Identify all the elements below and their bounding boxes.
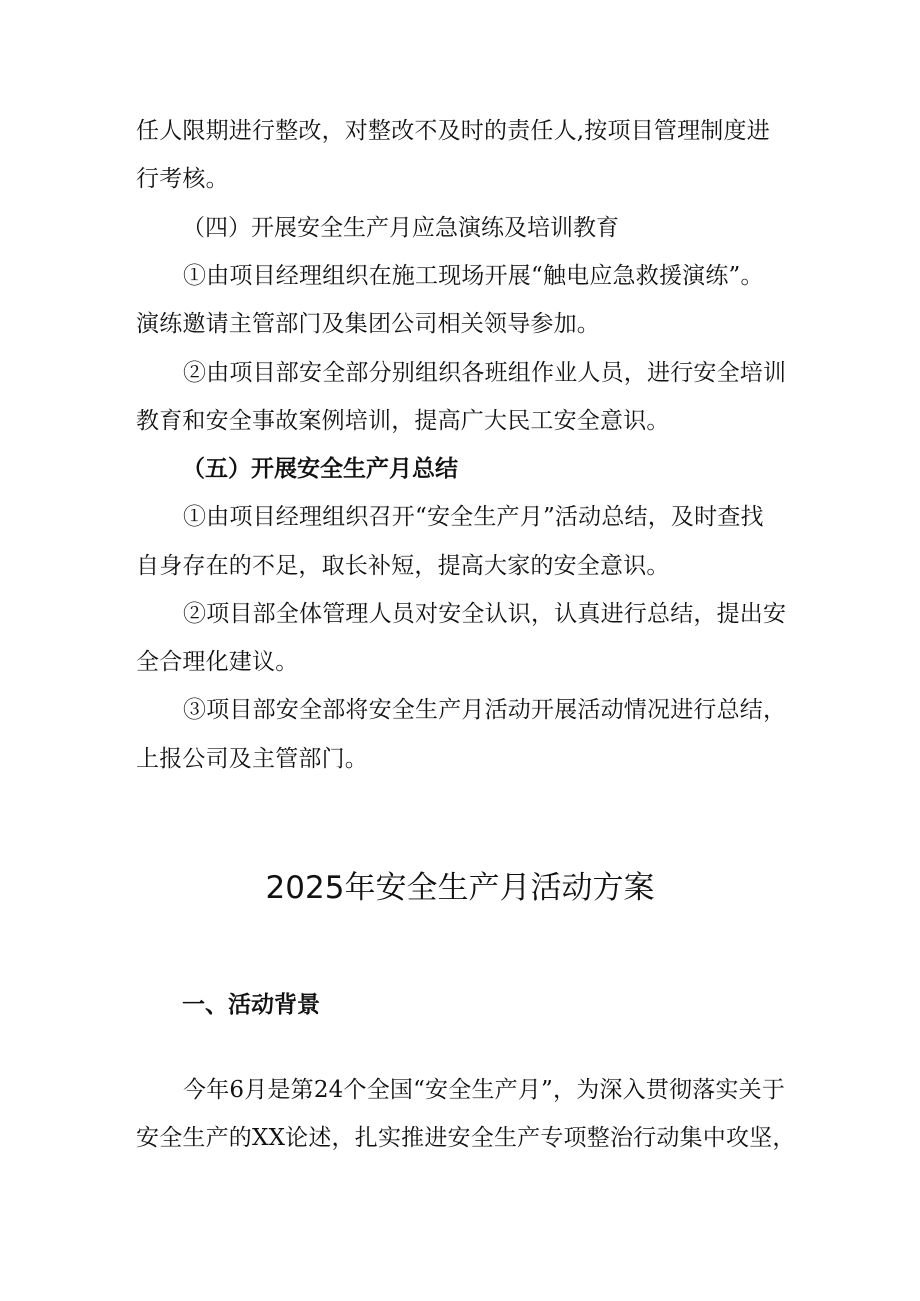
section-1-heading: 一、活动背景 [182,992,320,1018]
section-5-item-2-line-2: 全合理化建议。 [136,649,299,675]
section-5-item-3-line-1: ③项目部安全部将安全生产月活动开展活动情况进行总结， [183,697,787,723]
section-5-item-1-line-1: ①由项目经理组织召开“安全生产月”活动总结，及时查找 [183,504,764,530]
section-5-heading: （五）开展安全生产月总结 [182,455,458,482]
continuation-line-1: 任人限期进行整改，对整改不及时的责任人,按项目管理制度进 [136,118,770,144]
section-4-item-2-line-1: ②由项目部安全部分别组织各班组作业人员，进行安全培训 [183,360,787,386]
section-4-item-1-line-2: 演练邀请主管部门及集团公司相关领导参加。 [136,311,600,337]
section-4-item-1-line-1: ①由项目经理组织在施工现场开展“触电应急救援演练”。 [183,263,764,289]
document-title: 2025年安全生产月活动方案 [265,870,655,906]
continuation-line-2: 行考核。 [136,166,229,192]
section-5-item-2-line-1: ②项目部全体管理人员对安全认识，认真进行总结，提出安 [183,601,787,627]
section-4-item-2-line-2: 教育和安全事故案例培训，提高广大民工安全意识。 [136,408,670,434]
background-paragraph-line-2: 安全生产的XX论述，扎实推进安全生产专项整治行动集中攻坚， [136,1125,796,1151]
section-5-item-1-line-2: 自身存在的不足，取长补短，提高大家的安全意识。 [136,553,670,579]
section-5-item-3-line-2: 上报公司及主管部门。 [136,746,368,772]
background-paragraph-line-1: 今年6月是第24个全国“安全生产月”，为深入贯彻落实关于 [183,1077,786,1103]
section-4-heading: （四）开展安全生产月应急演练及培训教育 [182,215,619,241]
